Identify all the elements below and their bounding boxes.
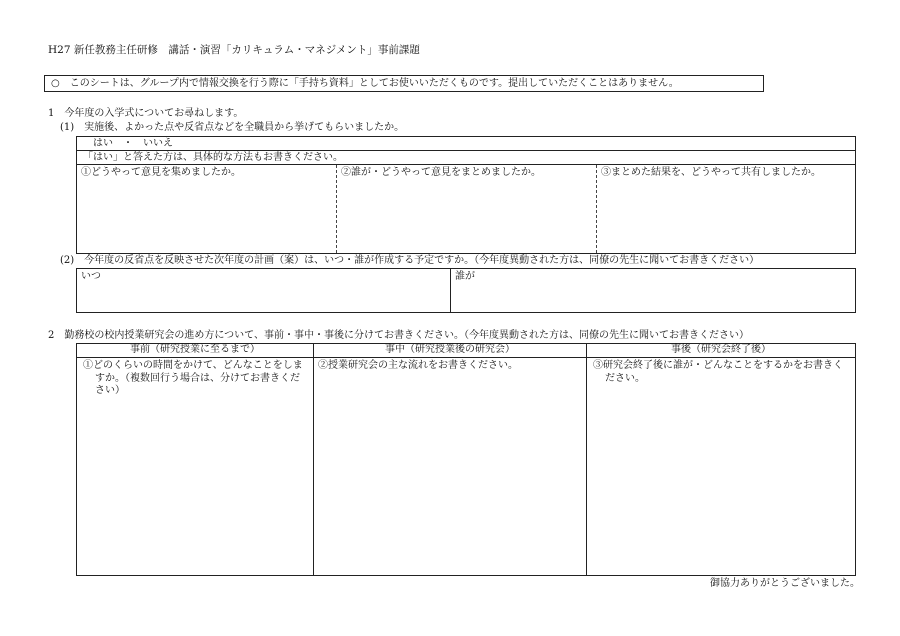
q1-col2-prompt: ②誰が・どうやって意見をまとめましたか。 bbox=[341, 167, 541, 178]
header-during: 事中（研究授業後の研究会） bbox=[385, 344, 515, 355]
q2-who-field[interactable] bbox=[451, 269, 855, 312]
section1-heading: 1 今年度の入学式についてお尋ねします。 bbox=[48, 108, 244, 119]
yes-no-options[interactable]: はい ・ いいえ bbox=[93, 138, 173, 149]
q2-when-field[interactable] bbox=[77, 269, 450, 312]
prompt-after: ③研究会終了後に誰が・どんなことをするかをお書きください。 bbox=[593, 360, 843, 384]
q2-label: (2) 今年度の反省点を反映させた次年度の計画（案）は、いつ・誰が作成する予定ですか。（今年度異動された方は、同僚の先生に聞いてお書きください） bbox=[60, 255, 760, 266]
notice-text: ○ このシートは、グループ内で情報交換を行う際に「手持ち資料」としてお使いいただくものです。提出していただくことはありません。 bbox=[51, 78, 679, 89]
document-title: H27 新任教務主任研修 講話・演習「カリキュラム・マネジメント」事前課題 bbox=[48, 44, 420, 56]
q2-table bbox=[76, 268, 856, 313]
prompt-before: ①どのくらいの時間をかけて、どんなことをしますか。（複数回行う場合は、分けてお書きください） bbox=[83, 360, 303, 396]
q1-followup-instruction: 「はい」と答えた方は、具体的な方法もお書きください。 bbox=[83, 152, 343, 163]
header-before: 事前（研究授業に至るまで） bbox=[130, 344, 260, 355]
q2-who-label: 誰が bbox=[455, 271, 475, 282]
section2-table bbox=[76, 343, 856, 576]
answer-during[interactable] bbox=[314, 358, 586, 575]
q1-answer-summarize-opinions[interactable] bbox=[337, 165, 596, 253]
thanks-note: 御協力ありがとうございました。 bbox=[710, 578, 860, 589]
prompt-during: ②授業研究会の主な流れをお書きください。 bbox=[318, 360, 518, 371]
q1-answer-collect-opinions[interactable] bbox=[77, 165, 336, 253]
q2-when-label: いつ bbox=[81, 271, 101, 282]
q1-col1-prompt: ①どうやって意見を集めましたか。 bbox=[81, 167, 241, 178]
q1-table bbox=[76, 136, 856, 254]
q1-label: (1) 実施後、よかった点や反省点などを全職員から挙げてもらいましたか。 bbox=[60, 122, 405, 133]
answer-before[interactable] bbox=[77, 358, 313, 575]
section2-heading: 2 勤務校の校内授業研究会の進め方について、事前・事中・事後に分けてお書きください。（今年度異動された方は、同僚の先生に聞いてお書きください） bbox=[48, 330, 749, 341]
notice-box bbox=[44, 75, 764, 92]
q1-answer-share-results[interactable] bbox=[597, 165, 855, 253]
header-after: 事後（研究会終了後） bbox=[671, 344, 771, 355]
q1-col3-prompt: ③まとめた結果を、どうやって共有しましたか。 bbox=[601, 167, 821, 178]
answer-after[interactable] bbox=[587, 358, 855, 575]
